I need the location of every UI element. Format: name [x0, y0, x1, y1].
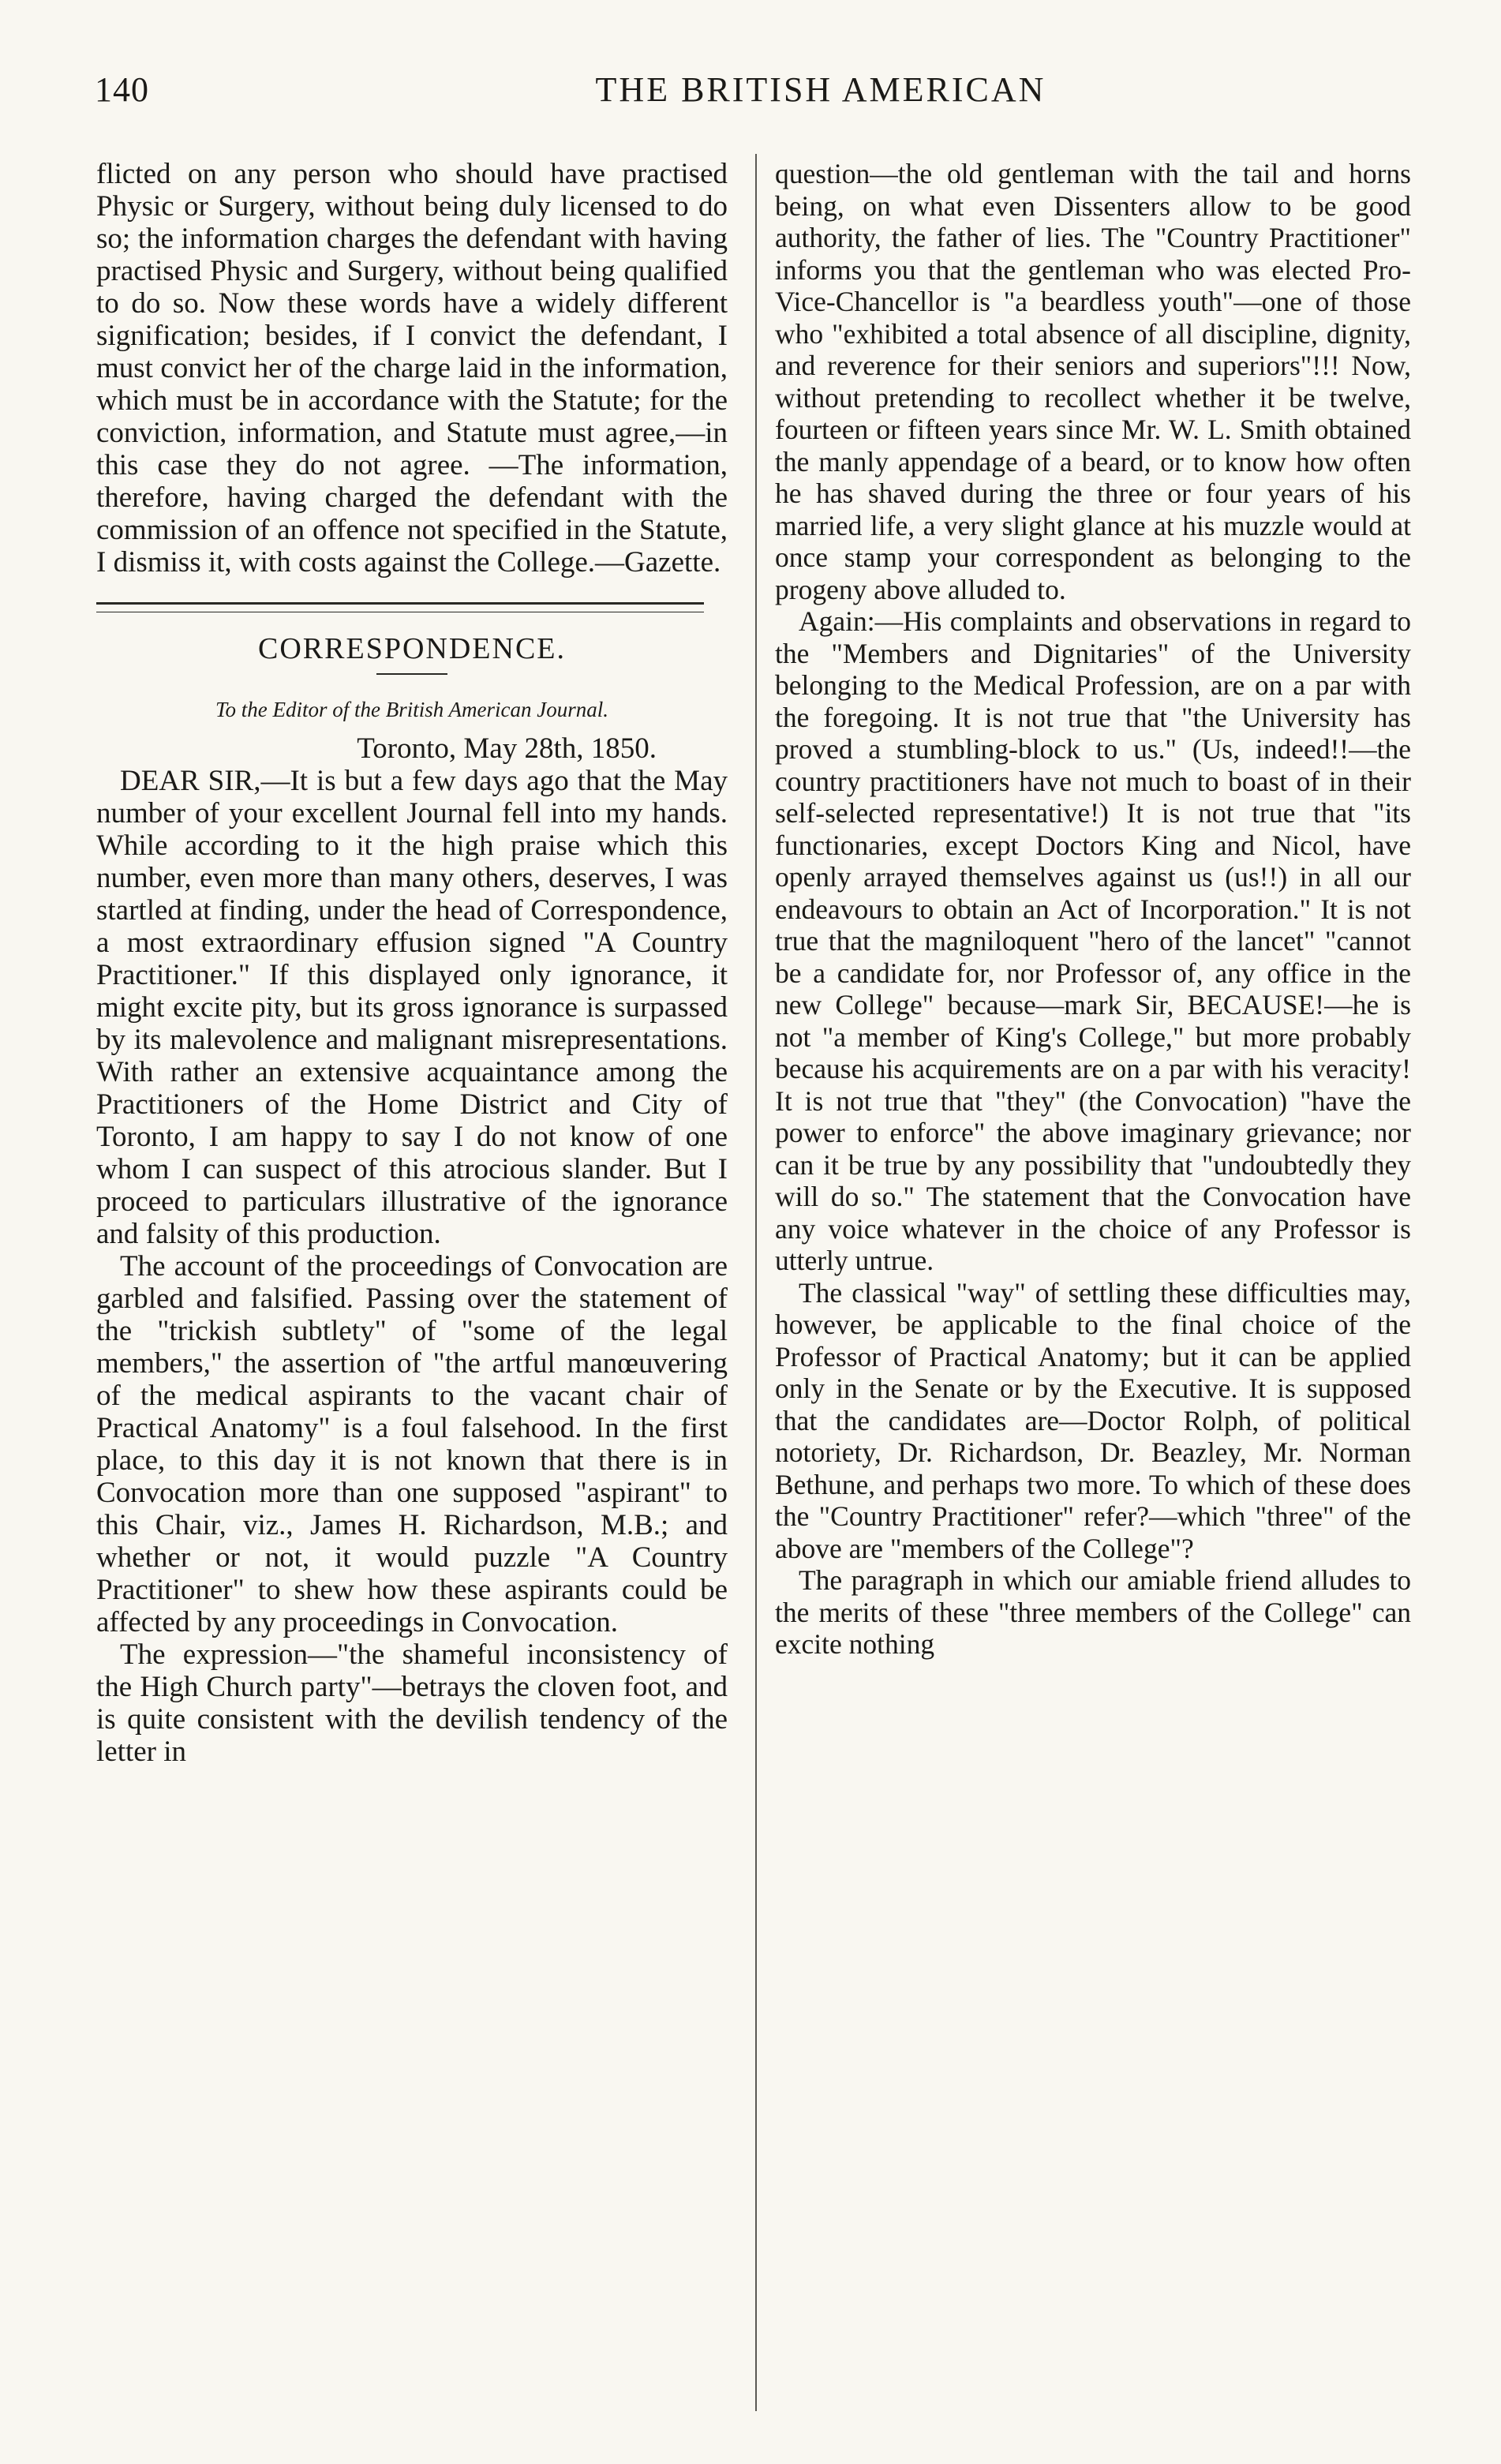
- body-paragraph: The paragraph in which our amiable friend alludes to the merits of these "three members of the College" can excite nothing: [775, 1564, 1411, 1660]
- right-column: [775, 158, 1411, 1661]
- section-heading: CORRESPONDENCE.: [258, 632, 566, 665]
- running-head: [95, 69, 1405, 125]
- body-paragraph: flicted on any person who should have practised Physic or Surgery, without being duly licensed to do so; the information charges the defendant with having practised Physic and Surgery, without being qualified to do so. Now these words have a widely different signification; besides, if I convict the defendant, I must convict her of the charge laid in the information, which must be in accordance with the Statute; for the conviction, information, and Statute must agree,—in this case they do not agree. —The information, therefore, having charged the defendant with the commission of an offence not specified in the Statute, I dismiss it, with costs against the College.—Gazette.: [96, 158, 728, 579]
- body-paragraph: The account of the proceedings of Convocation are garbled and falsified. Passing over the statement of the "trickish subtlety" of "some of the legal members," the assertion of "the artful manœuvering of the medical aspirants to the vacant chair of Practical Anatomy" is a foul falsehood. In the first place, to this day it is not known that there is in Convocation more than one supposed "aspirant" to this Chair, viz., James H. Richardson, M.B.; and whether or not, it would puzzle "A Country Practitioner" to shew how these aspirants could be affected by any proceedings in Convocation.: [96, 1250, 728, 1638]
- letter-addressee: To the Editor of the British American Journal.: [215, 698, 608, 721]
- left-column: [96, 158, 728, 1768]
- body-paragraph: Again:—His complaints and observations in regard to the "Members and Dignitaries" of the University belonging to the Medical Profession, are on a par with the foregoing. It is not true that "the University has proved a stumbling-block to us." (Us, indeed!!—the country practitioners have not much to boast of in their self-selected representative!) It is not true that "its functionaries, except Doctors King and Nicol, have openly arrayed themselves against us (us!!) in all our endeavours to obtain an Act of Incorporation." It is not true that the magniloquent "hero of the lancet" "cannot be a candidate for, nor Professor of, any office in the new College" because—mark Sir, BECAUSE!—he is not "a member of King's College," but more probably because his acquirements are on a par with his veracity! It is not true that "they" (the Convocation) "have the power to enforce" the above imaginary grievance; nor can it be true by any possibility that "undoubtedly they will do so." The statement that the Convocation have any voice whatever in the choice of any Professor is utterly untrue.: [775, 605, 1411, 1276]
- section-divider: [96, 602, 704, 612]
- letter-dateline: Toronto, May 28th, 1850.: [357, 732, 657, 765]
- heading-underline: [376, 673, 447, 675]
- column-divider: [755, 154, 757, 2411]
- journal-title: THE BRITISH AMERICAN: [595, 70, 1046, 109]
- body-paragraph: question—the old gentleman with the tail and horns being, on what even Dissenters allow to be good authority, the father of lies. The "Country Practitioner" informs you that the gentleman who was elected Pro-Vice-Chancellor is "a beardless youth"—one of those who "exhibited a total absence of all discipline, dignity, and reverence for their seniors and superiors"!!! Now, without pretending to recollect whether it be twelve, fourteen or fifteen years since Mr. W. L. Smith obtained the manly appendage of a beard, or to know how often he has shaved during the three or four years of his married life, a very slight glance at his muzzle would at once stamp your correspondent as belonging to the progeny above alluded to.: [775, 158, 1411, 605]
- body-paragraph: The classical "way" of settling these difficulties may, however, be applicable to the final choice of the Professor of Practical Anatomy; but it can be applied only in the Senate or by the Executive. It is supposed that the candidates are—Doctor Rolph, of political notoriety, Dr. Richardson, Dr. Beazley, Mr. Norman Bethune, and perhaps two more. To which of these does the "Country Practitioner" refer?—which "three" of the above are "members of the College"?: [775, 1276, 1411, 1564]
- page-number: 140: [95, 70, 149, 109]
- body-paragraph: The expression—"the shameful inconsistency of the High Church party"—betrays the cloven foot, and is quite consistent with the devilish tendency of the letter in: [96, 1638, 728, 1768]
- body-paragraph: DEAR SIR,—It is but a few days ago that the May number of your excellent Journal fell into my hands. While according to it the high praise which this number, even more than many others, deserves, I was startled at finding, under the head of Correspondence, a most extraordinary effusion signed "A Country Practitioner." If this displayed only ignorance, it might excite pity, but its gross ignorance is surpassed by its malevolence and malignant misrepresentations. With rather an extensive acquaintance among the Practitioners of the Home District and City of Toronto, I am happy to say I do not know of one whom I can suspect of this atrocious slander. But I proceed to particulars illustrative of the ignorance and falsity of this production.: [96, 765, 728, 1250]
